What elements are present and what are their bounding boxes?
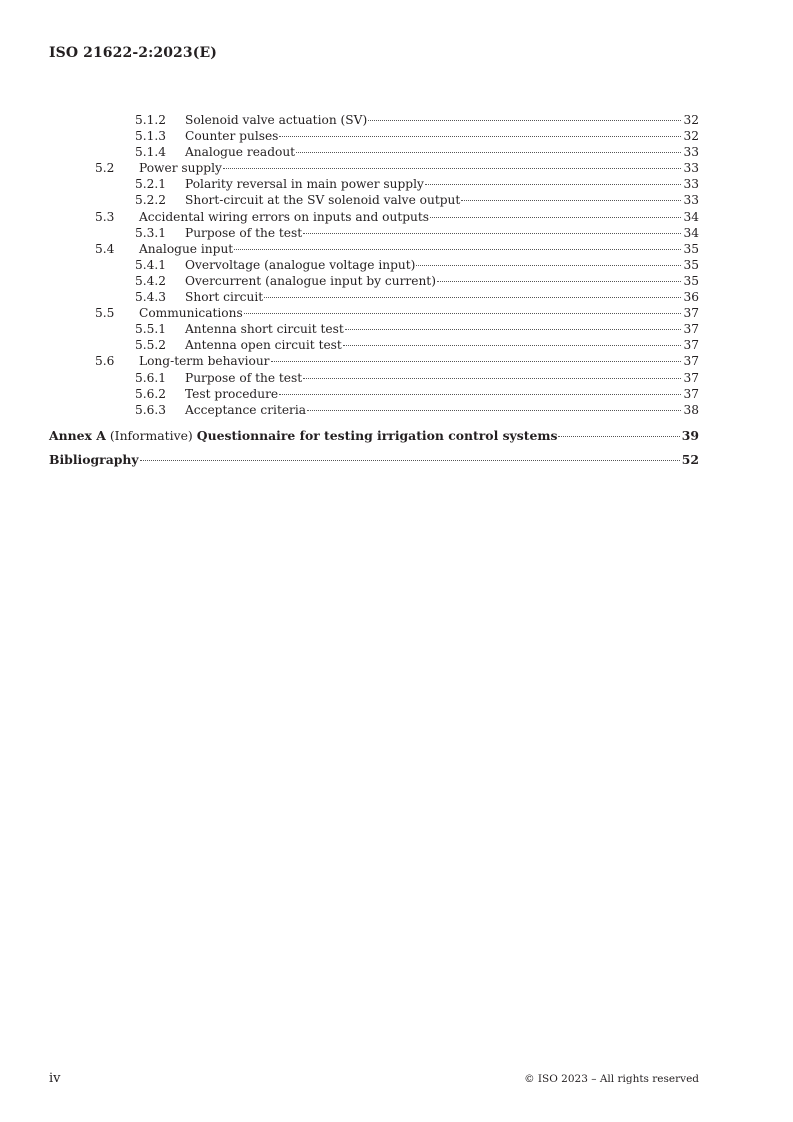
- dot-leader: [234, 249, 681, 250]
- dot-leader: [425, 184, 682, 185]
- toc-entry-page: 35: [683, 273, 699, 288]
- dot-leader: [416, 265, 681, 266]
- dot-leader: [345, 329, 682, 330]
- annex-page: 39: [681, 427, 699, 443]
- toc-entry[interactable]: [49, 192, 699, 208]
- toc-entry-title: Short-circuit at the SV solenoid valve output: [185, 193, 461, 208]
- toc-entry[interactable]: [49, 225, 699, 241]
- toc-entry-number: 5.2.2: [135, 193, 167, 208]
- table-of-contents: [49, 112, 699, 472]
- toc-entry-page: 37: [683, 370, 699, 385]
- dot-leader: [244, 313, 682, 314]
- toc-entry[interactable]: [49, 257, 699, 273]
- toc-entry-page: 35: [683, 257, 699, 272]
- toc-entry[interactable]: [49, 128, 699, 144]
- toc-entry-page: 37: [683, 354, 699, 369]
- toc-entry[interactable]: [49, 241, 699, 257]
- dot-leader: [303, 233, 681, 234]
- toc-entry-page: 37: [683, 386, 699, 401]
- toc-entry-number: 5.5.1: [135, 322, 167, 337]
- toc-entry-title: Long-term behaviour: [139, 354, 270, 369]
- toc-entry-page: 33: [683, 145, 699, 160]
- dot-leader: [343, 345, 682, 346]
- toc-entry-number: 5.2.1: [135, 177, 167, 192]
- copyright-notice: © ISO 2023 – All rights reserved: [524, 1073, 699, 1085]
- dot-leader: [279, 394, 681, 395]
- dot-leader: [296, 152, 681, 153]
- annex-title: Questionnaire for testing irrigation control systems: [196, 427, 558, 443]
- toc-entry-number: 5.1.2: [135, 113, 167, 127]
- dot-leader: [303, 378, 681, 379]
- toc-bibliography-entry[interactable]: [49, 448, 699, 472]
- dot-leader: [368, 120, 681, 121]
- toc-entry-title: Acceptance criteria: [185, 402, 307, 417]
- toc-entry[interactable]: [49, 273, 699, 289]
- toc-entry-title: Solenoid valve actuation (SV): [185, 113, 368, 127]
- dot-leader: [461, 200, 681, 201]
- bibliography-page: 52: [681, 451, 699, 467]
- toc-entry-number: 5.4.1: [135, 257, 167, 272]
- toc-entry-number: 5.3: [95, 209, 115, 224]
- dot-leader: [437, 281, 682, 282]
- toc-entry-page: 37: [683, 322, 699, 337]
- toc-entry-page: 32: [683, 129, 699, 144]
- toc-entry[interactable]: [49, 289, 699, 305]
- toc-entry-number: 5.6: [95, 354, 115, 369]
- toc-entry-title: Power supply: [139, 161, 222, 176]
- toc-entry-page: 34: [683, 209, 699, 224]
- toc-entry-page: 37: [683, 306, 699, 321]
- annex-label: Annex A: [49, 427, 106, 443]
- dot-leader: [264, 297, 681, 298]
- toc-entry-number: 5.3.1: [135, 225, 167, 240]
- toc-entry-title: Communications: [139, 306, 243, 321]
- toc-entry-title: Antenna short circuit test: [185, 322, 344, 337]
- page-number: iv: [49, 1071, 61, 1086]
- toc-entry-title: Polarity reversal in main power supply: [185, 177, 424, 192]
- toc-entry-number: 5.4: [95, 241, 115, 256]
- toc-entry-number: 5.4.3: [135, 290, 167, 305]
- dot-leader: [430, 217, 681, 218]
- toc-entries: [49, 112, 699, 418]
- toc-entry-number: 5.6.2: [135, 386, 167, 401]
- toc-entry[interactable]: [49, 160, 699, 176]
- toc-entry-page: 33: [683, 193, 699, 208]
- toc-entry-title: Antenna open circuit test: [185, 338, 342, 353]
- toc-entry[interactable]: [49, 370, 699, 386]
- toc-entry[interactable]: [49, 176, 699, 192]
- dot-leader: [140, 460, 680, 461]
- toc-entry-title: Overvoltage (analogue voltage input): [185, 257, 416, 272]
- bibliography-title: Bibliography: [49, 451, 139, 467]
- document-id-header: ISO 21622-2:2023(E): [49, 45, 217, 61]
- toc-entry-title: Counter pulses: [185, 129, 279, 144]
- toc-entry[interactable]: [49, 112, 699, 128]
- toc-entry[interactable]: [49, 305, 699, 321]
- toc-entry-page: 33: [683, 177, 699, 192]
- toc-entry[interactable]: [49, 144, 699, 160]
- toc-entry-title: Short circuit: [185, 290, 264, 305]
- toc-entry-page: 34: [683, 225, 699, 240]
- toc-entry[interactable]: [49, 321, 699, 337]
- toc-entry-number: 5.5.2: [135, 338, 167, 353]
- toc-entry-page: 33: [683, 161, 699, 176]
- toc-entry-number: 5.1.4: [135, 145, 167, 160]
- annex-note: (Informative): [109, 427, 193, 443]
- dot-leader: [271, 361, 682, 362]
- toc-entry-number: 5.2: [95, 161, 115, 176]
- toc-entry-title: Analogue input: [139, 241, 234, 256]
- toc-entry-page: 36: [683, 290, 699, 305]
- toc-entry-title: Test procedure: [185, 386, 279, 401]
- toc-entry-number: 5.1.3: [135, 129, 167, 144]
- toc-entry-title: Purpose of the test: [185, 370, 303, 385]
- toc-entry-title: Overcurrent (analogue input by current): [185, 273, 436, 288]
- toc-entry-number: 5.6.3: [135, 402, 167, 417]
- toc-entry-title: Analogue readout: [185, 145, 296, 160]
- toc-entry-page: 38: [683, 402, 699, 417]
- toc-entry[interactable]: [49, 386, 699, 402]
- dot-leader: [279, 136, 681, 137]
- toc-entry-number: 5.4.2: [135, 273, 167, 288]
- toc-entry-number: 5.5: [95, 306, 115, 321]
- toc-entry-title: Purpose of the test: [185, 225, 303, 240]
- toc-entry[interactable]: [49, 337, 699, 353]
- dot-leader: [307, 410, 681, 411]
- toc-entry[interactable]: [49, 402, 699, 418]
- toc-entry-page: 32: [683, 113, 699, 127]
- toc-entry-page: 35: [683, 241, 699, 256]
- toc-entry-page: 37: [683, 338, 699, 353]
- toc-annex-entry[interactable]: [49, 424, 699, 448]
- toc-entry-title: Accidental wiring errors on inputs and outputs: [139, 209, 430, 224]
- dot-leader: [558, 436, 679, 437]
- toc-entry-number: 5.6.1: [135, 370, 167, 385]
- dot-leader: [223, 168, 682, 169]
- toc-entry[interactable]: [49, 353, 699, 369]
- toc-entry[interactable]: [49, 209, 699, 225]
